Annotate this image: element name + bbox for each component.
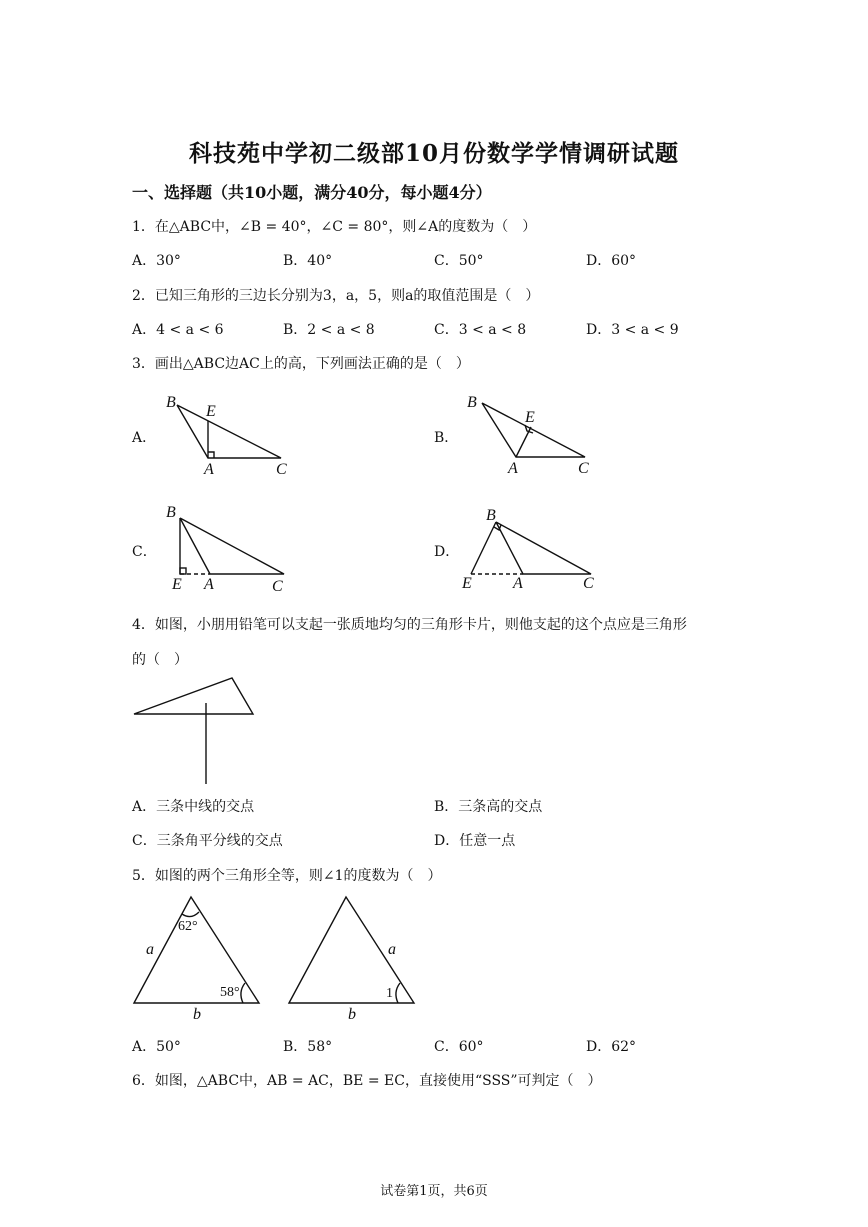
question-3-stem: 3．画出△ABC边AC上的高，下列画法正确的是（ ）: [132, 356, 470, 372]
figure-5-right-side-b: b: [348, 1006, 356, 1023]
section-heading: 一、选择题（共10小题，满分40分，每小题4分）: [132, 183, 492, 202]
figure-b-label-e: E: [525, 409, 535, 426]
question-1-stem: 1．在△ABC中，∠B = 40°，∠C = 80°，则∠A的度数为（ ）: [132, 219, 537, 235]
question-4-option-b[interactable]: B．三条高的交点: [434, 799, 543, 815]
figure-5-right-side-a: a: [388, 941, 396, 958]
figure-5-left-side-a: a: [146, 941, 154, 958]
question-2-option-c[interactable]: C．3 < a < 8: [434, 322, 527, 338]
figure-b-label-a: A: [508, 460, 518, 477]
question-1-option-b[interactable]: B．40°: [283, 253, 333, 269]
question-4-option-a[interactable]: A．三条中线的交点: [132, 799, 255, 815]
question-4-stem: 4．如图，小朋用铅笔可以支起一张质地均匀的三角形卡片，则他支起的这个点应是三角形: [132, 617, 687, 633]
figure-a-label-c: C: [276, 461, 287, 478]
figure-d-label-b: B: [486, 507, 496, 524]
question-2-option-b[interactable]: B．2 < a < 8: [283, 322, 375, 338]
question-6-stem: 6．如图，△ABC中，AB = AC，BE = EC，直接使用“SSS”可判定（ ）: [132, 1073, 602, 1089]
question-5-option-c[interactable]: C．60°: [434, 1039, 484, 1055]
question-1-option-d[interactable]: D．60°: [586, 253, 637, 269]
figure-5-left-side-b: b: [193, 1006, 201, 1023]
figure-d-label-e: E: [462, 575, 472, 592]
question-4-option-c[interactable]: C．三条角平分线的交点: [132, 833, 283, 849]
figure-d-label-c: C: [583, 575, 594, 592]
question-3-option-a[interactable]: A．: [132, 430, 157, 446]
question-5-option-a[interactable]: A．50°: [132, 1039, 181, 1055]
question-4-stem-continued: 的（ ）: [132, 652, 188, 668]
figure-a-label-a: A: [204, 461, 214, 478]
question-2-option-d[interactable]: D．3 < a < 9: [586, 322, 679, 338]
figure-5-angle-1: 1: [386, 986, 393, 1001]
question-4-option-d[interactable]: D．任意一点: [434, 833, 516, 849]
question-2-option-a[interactable]: A．4 < a < 6: [132, 322, 224, 338]
question-5-option-b[interactable]: B．58°: [283, 1039, 333, 1055]
figure-a-label-b: B: [166, 394, 176, 411]
figure-b-label-c: C: [578, 460, 589, 477]
figure-c-label-e: E: [172, 576, 182, 593]
figure-a-label-e: E: [206, 403, 216, 420]
figure-c-label-c: C: [272, 578, 283, 595]
figure-c-label-a: A: [204, 576, 214, 593]
question-2-stem: 2．已知三角形的三边长分别为3，a，5，则a的取值范围是（ ）: [132, 288, 540, 304]
question-3-option-d[interactable]: D．: [434, 544, 460, 560]
figure-d-label-a: A: [513, 575, 523, 592]
question-1-option-a[interactable]: A．30°: [132, 253, 181, 269]
figure-b-label-b: B: [467, 394, 477, 411]
figure-5-angle-62: 62°: [178, 919, 198, 934]
page-title: 科技苑中学初二级部10月份数学学情调研试题: [188, 140, 679, 167]
question-5-stem: 5．如图的两个三角形全等，则∠1的度数为（ ）: [132, 868, 442, 884]
question-3-option-c[interactable]: C．: [132, 544, 157, 560]
page-footer: 试卷第1页，共6页: [380, 1184, 488, 1199]
figure-c-label-b: B: [166, 504, 176, 521]
question-3-option-b[interactable]: B．: [434, 430, 459, 446]
question-1-option-c[interactable]: C．50°: [434, 253, 484, 269]
figure-5-angle-58: 58°: [220, 985, 240, 1000]
question-5-option-d[interactable]: D．62°: [586, 1039, 637, 1055]
